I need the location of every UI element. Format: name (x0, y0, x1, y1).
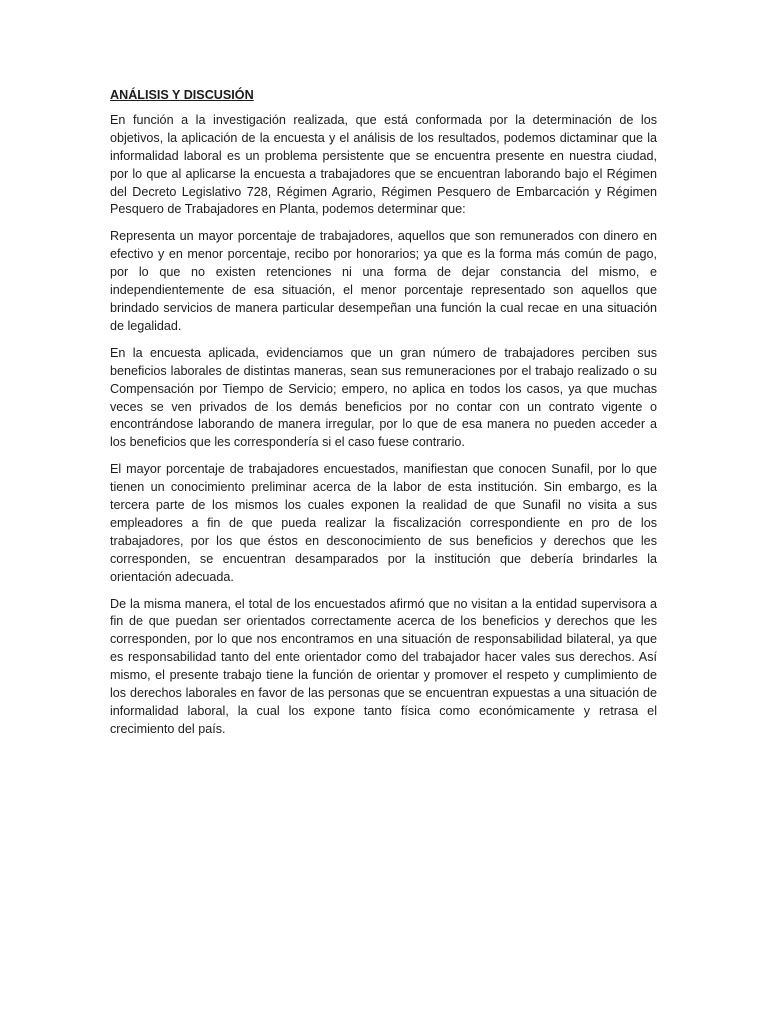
paragraph-remuneration: Representa un mayor porcentaje de trabajadores, aquellos que son remunerados con dinero en efectivo y en menor porcentaje, recibo por honorarios; ya que es la forma más común de pago, por lo que no existen retenciones ni una forma de dejar constancia del mismo, e independientemente de esa situación, el menor porcentaje representado son aquellos que brindado servicios de manera particular desempeñan una función la cual recae en una situación de legalidad. (110, 229, 657, 333)
paragraph-sunafil: El mayor porcentaje de trabajadores encuestados, manifiestan que conocen Sunafil, por lo que tienen un conocimiento preliminar acerca de la labor de esta institución. Sin embargo, es la tercera parte de los mismos los cuales exponen la realidad de que Sunafil no visita a sus empleadores a fin de que pueda realizar la fiscalización correspondiente en pro de los trabajadores, por los que éstos en desconocimiento de sus beneficios y derechos que les corresponden, se encuentran desamparados por la institución que debería brindarles la orientación adecuada. (110, 462, 657, 584)
paragraph-benefits: En la encuesta aplicada, evidenciamos que un gran número de trabajadores perciben sus beneficios laborales de distintas maneras, sean sus remuneraciones por el trabajo realizado o su Compensación por Tiempo de Servicio; empero, no aplica en todos los casos, ya que muchas veces se ven privados de los demás beneficios por no contar con un contrato vigente o encontrándose laborando de manera irregular, por lo que de esa manera no pueden acceder a los beneficios que les correspondería si el caso fuese contrario. (110, 345, 657, 450)
paragraph-introduction: En función a la investigación realizada, que está conformada por la determinación de los objetivos, la aplicación de la encuesta y el análisis de los resultados, podemos dictaminar que la informalidad laboral es un problema persistente que se encuentra presente en nuestra ciudad, por lo que al aplicarse la encuesta a trabajadores que se encuentran laborando bajo el Régimen del Decreto Legislativo 728, Régimen Agrario, Régimen Pesquero de Embarcación y Régimen Pesquero de Trabajadores en Planta, podemos determinar que: (110, 112, 657, 217)
paragraph-conclusion: De la misma manera, el total de los encuestados afirmó que no visitan a la entidad supervisora a fin de que puedan ser orientados correctamente acerca de los beneficios y derechos que les corresponden, por lo que nos encontramos en una situación de responsabilidad bilateral, ya que es responsabilidad tanto del ente orientador como del trabajador hacer vales sus derechos. Así mismo, el presente trabajo tiene la función de orientar y promover el respeto y cumplimiento de los derechos laborales en favor de las personas que se encuentran expuestas a una situación de informalidad laboral, la cual los expone tanto física como económicamente y retrasa el crecimiento del país. (110, 596, 657, 736)
document-body (110, 87, 657, 748)
section-heading: ANÁLISIS Y DISCUSIÓN (110, 88, 254, 102)
